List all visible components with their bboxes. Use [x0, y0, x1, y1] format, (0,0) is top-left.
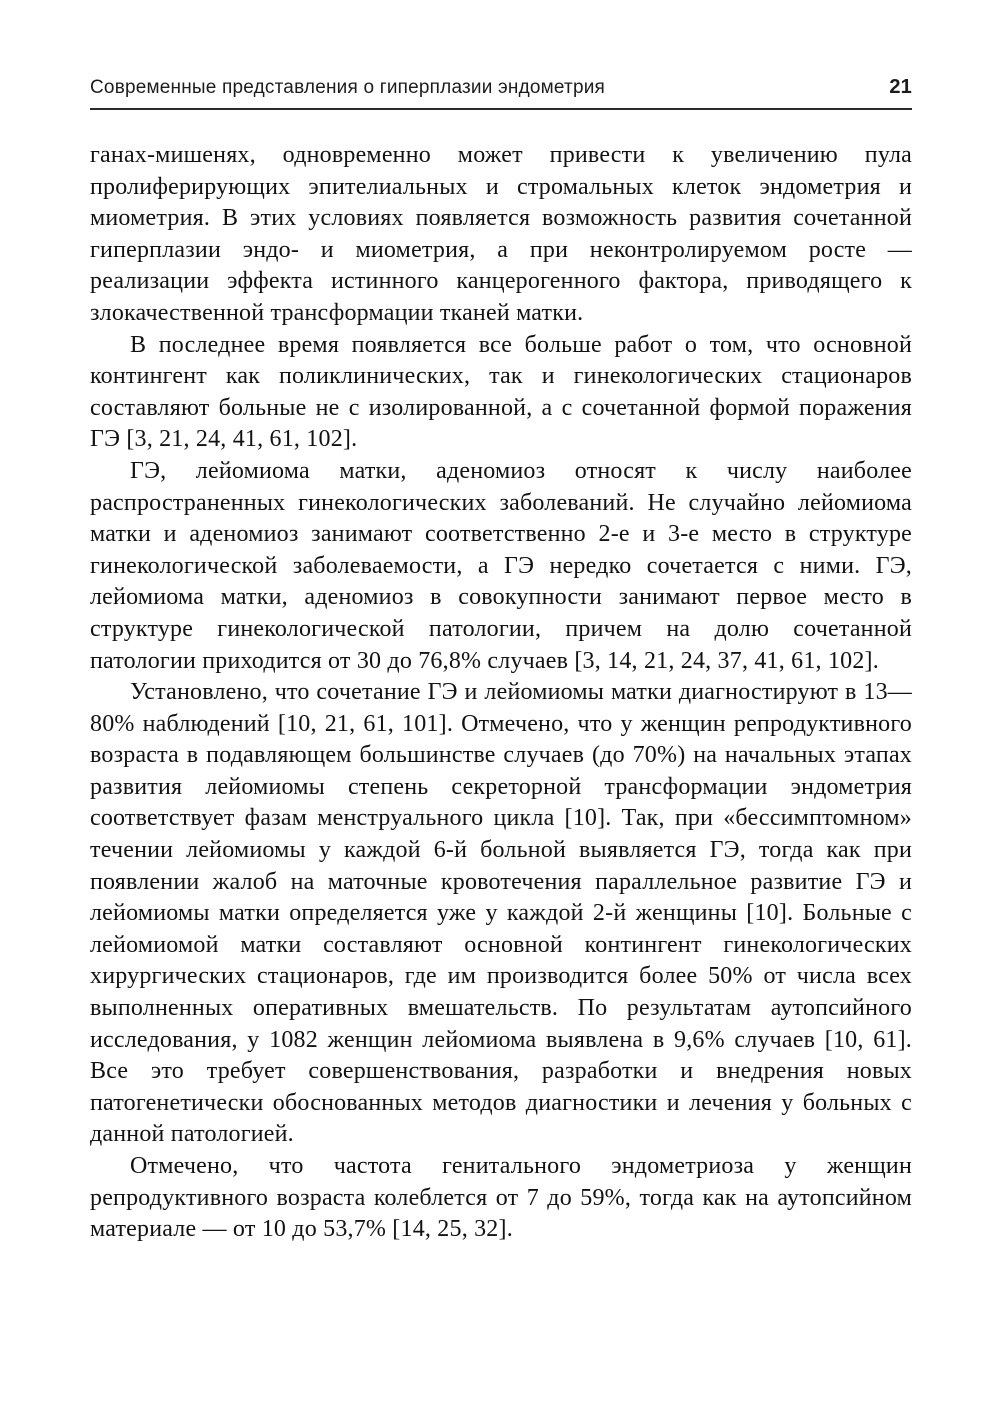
paragraph: ГЭ, лейомиома матки, аденомиоз относят к числу наиболее распространенных гинекологических заболеваний. Не случайно лейомиома матки и аденомиоз занимают соответственно 2-е и 3-е место в структуре гинекологической заболеваемости, а ГЭ нередко сочетается с ними. ГЭ, лейомиома матки, аденомиоз в совокупности занимают первое место в структуре гинекологической патологии, причем на долю сочетанной патологии приходится от 30 до 76,8% случаев [3, 14, 21, 24, 37, 41, 61, 102]. [90, 457, 912, 674]
paragraph-continuation: ганах-мишенях, одновременно может привести к увеличению пула пролиферирующих эпителиальных и стромальных клеток эндометрия и миометрия. В этих условиях появляется возможность развития сочетанной гиперплазии эндо- и миометрия, а при неконтролируемом росте — реализации эффекта истинного канцерогенного фактора, приводящего к злокачественной трансформации тканей матки. [90, 142, 912, 326]
page-header [90, 76, 912, 108]
paragraph: Отмечено, что частота генитального эндометриоза у женщин репродуктивного возраста колеблется от 7 до 59%, тогда как на аутопсийном материале — от 10 до 53,7% [14, 25, 32]. [90, 1153, 912, 1243]
paragraph: Установлено, что сочетание ГЭ и лейомиомы матки диагностируют в 13—80% наблюдений [10, 21, 61, 101]. Отмечено, что у женщин репродуктивного возраста в подавляющем большинстве случаев (до 70%) на начальных этапах развития лейомиомы степень секреторной трансформации эндометрия соответствует фазам менструального цикла [10]. Так, при «бессимптомном» течении лейомиомы у каждой 6-й больной выявляется ГЭ, тогда как при появлении жалоб на маточные кровотечения параллельное развитие ГЭ и лейомиомы матки определяется уже у каждой 2-й женщины [10]. Больные с лейомиомой матки составляют основной контингент гинекологических хирургических стационаров, где им производится более 50% от числа всех выполненных оперативных вмешательств. По результатам аутопсийного исследования, у 1082 женщин лейомиома выявлена в 9,6% случаев [10, 61]. Все это требует совершенствования, разработки и внедрения новых патогенетически обоснованных методов диагностики и лечения у больных с данной патологией. [90, 679, 912, 1148]
running-title: Современные представления о гиперплазии эндометрия [90, 77, 606, 98]
paragraph: В последнее время появляется все больше работ о том, что основной контингент как поликлинических, так и гинекологических стационаров составляют больные не с изолированной, а с сочетанной формой поражения ГЭ [3, 21, 24, 41, 61, 102]. [90, 331, 912, 453]
page-body [90, 140, 912, 1246]
page-number: 21 [889, 76, 912, 98]
header-rule [90, 108, 912, 110]
